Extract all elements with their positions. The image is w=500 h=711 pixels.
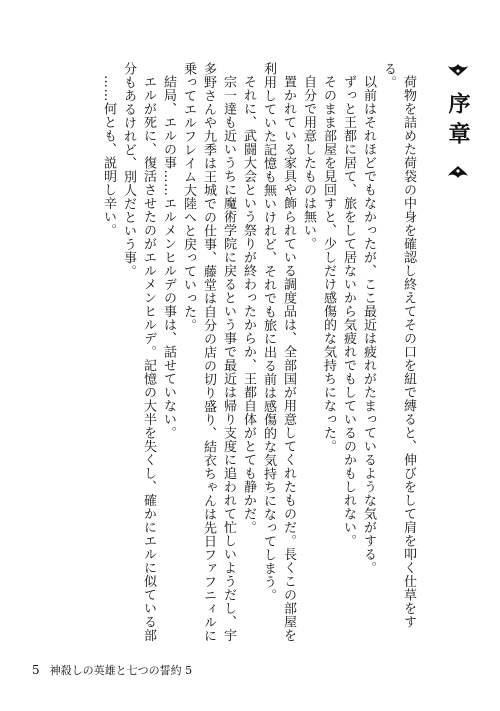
paragraph: 置かれている家具や飾られている調度品は、全部国が用意してくれたものだ。長くこの部屋を利用していた記憶も無いけれど、それでも旅に出る前は感傷的な気持ちになってしまう。 — [261, 62, 296, 642]
paragraph: 宗一達も近いうちに魔術学院に戻るという事で最近は帰り支度に追われて忙しいようだし、宇多野さんや九季は王城での仕事、藤堂は自分の店の切り盛り、結衣ちゃんは先日ファフニィルに乗ってエルフレイム大陸へと戻っていった。 — [181, 62, 236, 643]
page-number: 5 — [32, 663, 40, 677]
paragraph: ……何とも、説明し辛い。 — [101, 75, 116, 237]
paragraph: それに、武闘大会という祭りが終わったからか、王都自体がとても静かだ。 — [241, 75, 256, 534]
paragraph: そのまま部屋を見回すと、少しだけ感傷的な気持ちになった。 — [321, 75, 336, 453]
paragraph: 結局、エルの事……エルメンヒルデの事は、話せていない。 — [161, 75, 176, 440]
paragraph: 以前はそれほどでもなかったが、ここ最近は疲れがたまっているような気がする。 — [361, 75, 376, 575]
paragraph: エルが死に、復活させたのがエルメンヒルデ。記憶の大半を失くし、確かにエルに似ている部分もあるけれど、別人だという事。 — [121, 62, 156, 642]
page-footer — [32, 662, 192, 678]
ornament-bottom-icon — [445, 164, 471, 180]
paragraph: ずっと王都に居て、旅をして居ないから気疲れでもしているのかもしれない。 — [341, 75, 356, 548]
body-text — [8, 62, 418, 652]
running-title: 神殺しの英雄と七つの誓約 5 — [49, 664, 193, 677]
ornament-top-icon — [445, 62, 471, 78]
paragraph: 荷物を詰めた荷袋の中身を確認し終えてその口を紐で縛ると、伸びをして肩を叩く仕草をする。 — [381, 62, 416, 629]
paragraph: 自分で用意したものは無い。 — [301, 75, 316, 251]
chapter-heading — [436, 62, 480, 222]
chapter-title: 序章 — [445, 92, 471, 152]
